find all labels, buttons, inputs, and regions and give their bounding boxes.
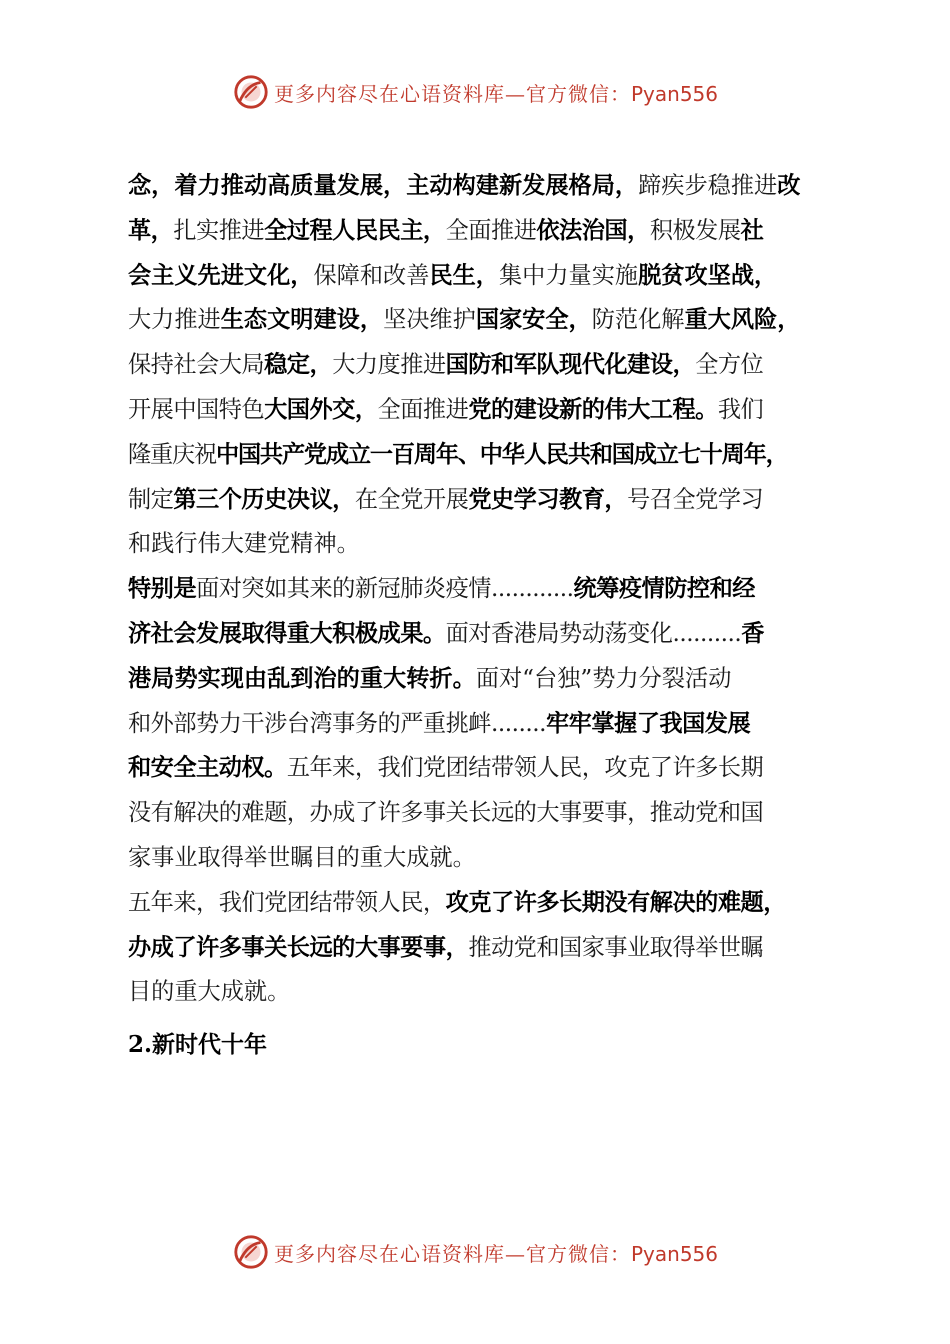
text-segment: 保障和改善: [313, 261, 430, 289]
bold-text-segment: 重大风险，: [684, 306, 801, 334]
text-line: [128, 433, 868, 478]
text-line: [128, 702, 868, 747]
banner-wechat-id: Pyan556: [630, 81, 718, 106]
bold-text-segment: 第三个历史决议，: [173, 485, 355, 513]
brand-logo-icon: [232, 1233, 270, 1271]
bold-text-segment: 脱贫攻坚战，: [638, 261, 778, 289]
bold-text-segment: 党的建设新的伟大工程。: [468, 395, 718, 423]
text-line: [128, 567, 868, 612]
text-segment: 面对突如其来的新冠肺炎疫情............: [196, 575, 574, 603]
bold-text-segment: 和安全主动权。: [128, 754, 287, 782]
bold-text-segment: 大国外交，: [264, 395, 378, 423]
text-segment: 五年来，我们党团结带领人民，攻克了许多长期: [286, 754, 764, 782]
text-segment: 号召全党学习: [627, 485, 764, 513]
bold-text-segment: 办成了许多事关长远的大事要事，: [128, 933, 469, 961]
text-line: [128, 746, 868, 791]
text-segment: 蹄疾步稳推进: [638, 172, 778, 199]
text-segment: 防范化解: [591, 306, 685, 334]
text-segment: 目的重大成就。: [128, 978, 291, 1006]
text-segment: 和践行伟大建党精神。: [128, 530, 360, 558]
section-heading: 2.新时代十年: [128, 1031, 268, 1059]
text-line: [128, 612, 868, 657]
bold-text-segment: 特别是: [128, 575, 197, 603]
text-line: [128, 926, 868, 971]
text-segment: 全面推进: [445, 216, 537, 244]
bold-text-segment: 党史学习教育，: [468, 485, 628, 513]
text-segment: 大力推进: [128, 306, 221, 334]
bold-text-segment: 攻克了许多长期没有解决的难题，: [445, 888, 786, 916]
text-segment: 在全党开展: [354, 485, 469, 513]
text-segment: 集中力量实施: [499, 261, 639, 289]
bold-text-segment: 革，: [128, 216, 174, 244]
bold-text-segment: 全过程人民民主，: [264, 216, 446, 244]
text-line: [128, 388, 868, 433]
text-line: [128, 881, 868, 926]
text-line: [128, 522, 868, 567]
text-segment: 没有解决的难题，办成了许多事关长远的大事要事，推动党和国: [128, 799, 764, 827]
bold-text-segment: 牢牢掌握了我国发展: [545, 709, 751, 737]
bold-text-segment: 会主义先进文化，: [128, 261, 314, 289]
text-line: [128, 298, 868, 343]
text-segment: 全面推进: [377, 395, 469, 423]
bold-text-segment: 国家安全，: [475, 306, 592, 334]
banner-label: 更多内容尽在心语资料库—官方微信：: [273, 1241, 631, 1266]
bold-text-segment: 民生，: [429, 261, 499, 289]
text-segment: 扎实推进: [173, 216, 265, 244]
text-segment: 全方位: [695, 351, 764, 379]
bold-text-segment: 社: [740, 216, 764, 244]
text-line: [128, 970, 868, 1015]
text-segment: 保持社会大局: [128, 351, 265, 379]
text-segment: 五年来，我们党团结带领人民，: [128, 888, 446, 916]
bold-text-segment: 国防和军队现代化建设，: [445, 351, 696, 379]
banner-label: 更多内容尽在心语资料库—官方微信：: [273, 81, 631, 106]
text-line: [128, 164, 868, 209]
document-body: [128, 164, 868, 1067]
text-line: [128, 343, 868, 388]
banner-wechat-id: Pyan556: [630, 1241, 718, 1266]
brand-logo-icon: [232, 73, 270, 111]
text-segment: 面对香港局势动荡变化..........: [445, 619, 742, 647]
text-segment: 我们: [717, 395, 764, 423]
bold-text-segment: 济社会发展取得重大积极成果。: [128, 619, 446, 647]
bold-text-segment: 统筹疫情防控和经: [573, 575, 755, 603]
text-line: [128, 209, 868, 254]
text-line: [128, 478, 868, 523]
bold-text-segment: 香: [741, 619, 764, 647]
text-line: [128, 254, 868, 299]
banner-text: [274, 78, 718, 107]
text-segment: 积极发展: [649, 216, 741, 244]
bold-text-segment: 稳定，: [264, 351, 333, 379]
text-line: [128, 791, 868, 836]
text-segment: 隆重庆祝: [128, 440, 216, 468]
header-banner: [0, 70, 950, 114]
text-segment: 制定: [128, 485, 174, 513]
bold-text-segment: 中国共产党成立一百周年、中华人民共和国成立七十周年，: [215, 440, 788, 468]
text-segment: 坚决维护: [383, 306, 476, 334]
banner-text: [274, 1238, 718, 1267]
text-segment: 和外部势力干涉台湾事务的严重挑衅........: [128, 709, 546, 737]
text-line: [128, 657, 868, 702]
text-segment: 开展中国特色: [128, 395, 265, 423]
bold-text-segment: 生态文明建设，: [220, 306, 384, 334]
text-segment: 推动党和国家事业取得举世瞩: [468, 933, 764, 961]
text-segment: 家事业取得举世瞩目的重大成就。: [128, 843, 476, 871]
bold-text-segment: 港局势实现由乱到治的重大转折。: [128, 664, 476, 692]
text-segment: 大力度推进: [332, 351, 446, 379]
bold-text-segment: 念，着力推动高质量发展，主动构建新发展格局，: [128, 172, 639, 199]
text-line: [128, 836, 868, 881]
bold-text-segment: 改: [777, 172, 801, 199]
text-segment: 面对“台独”势力分裂活动: [475, 664, 732, 692]
bold-text-segment: 依法治国，: [536, 216, 650, 244]
footer-banner: [0, 1230, 950, 1274]
